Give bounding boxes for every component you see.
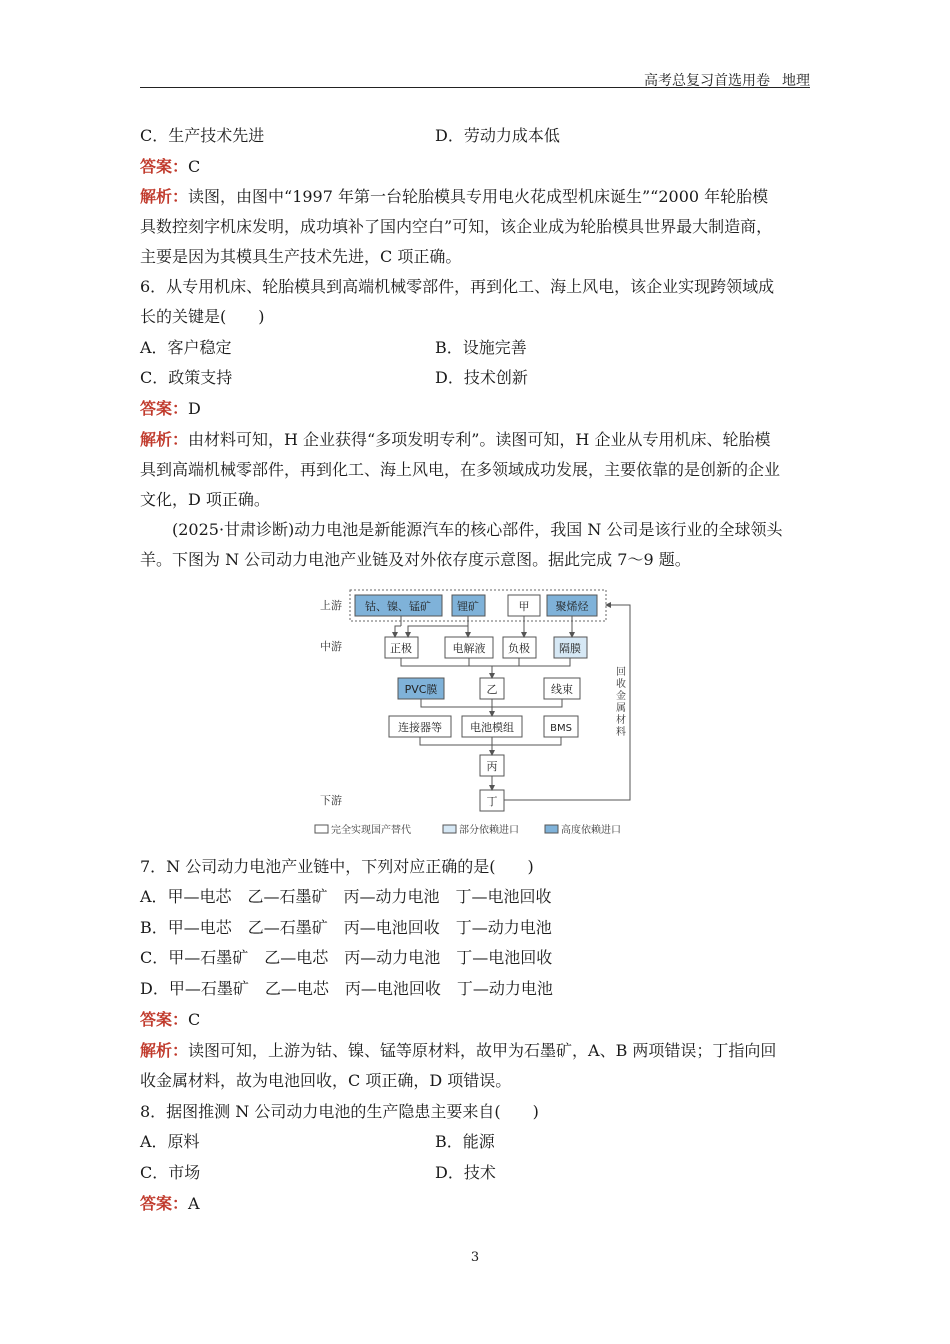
header-rule [140,87,810,88]
legend-swatch-partial [443,825,456,833]
q6-explanation-line: 具到高端机械零部件，再到化工、海上风电，在多领域成功发展，主要依靠的是创新的企业 [140,460,781,479]
label-anode: 负极 [508,642,530,655]
label-cobalt: 钴、镍、锰矿 [365,600,431,613]
q7-stem: 7．N 公司动力电池产业链中，下列对应正确的是( ) [140,857,534,876]
recycle-label [616,666,626,738]
q6-explanation-line: 文化，D 项正确。 [140,490,270,509]
recycle-char: 料 [616,727,626,738]
label-bing: 丙 [486,760,498,773]
header-book: 高考总复习首选用卷 [644,73,770,89]
recycle-char: 金 [616,691,626,702]
q7-option-a: A．甲—电芯 乙—石墨矿 丙—动力电池 丁—电池回收 [140,887,552,906]
stage-midstream: 中游 [320,640,342,653]
answer-label: 答案： [140,1010,189,1029]
q6-options-ab [140,338,810,358]
explanation-label: 解析： [140,187,189,206]
label-pvc: PVC膜 [404,683,438,696]
q5-explanation-line: 具数控刻字机床发明，成功填补了国内空白”可知，该企业成为轮胎模具世界最大制造商， [140,217,773,236]
label-connector: 连接器等 [398,721,442,734]
q6-answer [140,399,810,419]
q5-explanation-line: 主要是因为其模具生产技术先进，C 项正确。 [140,247,462,266]
legend-high: 高度依赖进口 [561,825,621,836]
explanation-label: 解析： [140,1041,189,1060]
explanation-text: 读图可知，上游为钴、镍、锰等原材料，故甲为石墨矿，A、B 两项错误；丁指向回 [188,1041,777,1060]
arrow-recycle-loop [504,605,630,800]
legend-partial: 部分依赖进口 [459,825,519,836]
q6-stem: 长的关键是( ) [140,307,265,326]
q6-option-c: C．政策支持 [140,368,233,387]
label-module: 电池模组 [470,721,514,734]
legend-swatch-high [545,825,558,833]
answer-value: C [188,157,201,176]
explanation-label: 解析： [140,430,189,449]
arrow-lithium-to-cathode [408,616,468,637]
answer-label: 答案： [140,399,189,418]
arrow-cobalt-to-cathode [395,616,401,637]
q8-stem: 8．据图推测 N 公司动力电池的生产隐患主要来自( ) [140,1102,539,1121]
label-yi: 乙 [486,683,498,696]
q7-option-c: C．甲—石墨矿 乙—电芯 丙—动力电池 丁—电池回收 [140,948,553,967]
stage-downstream: 下游 [320,794,342,807]
page-number: 3 [470,1250,480,1265]
answer-value: A [188,1194,200,1213]
q8-options-cd [140,1163,810,1183]
label-separator: 隔膜 [559,642,581,655]
q7-answer [140,1010,810,1030]
answer-value: C [188,1010,201,1029]
arrow-yi-to-module [421,699,562,716]
label-harness: 线束 [551,683,573,696]
q5-option-d: D．劳动力成本低 [435,126,560,145]
answer-value: D [188,399,201,418]
q7-option-b: B．甲—电芯 乙—石墨矿 丙—电池回收 丁—动力电池 [140,918,552,937]
header-subject: 地理 [782,73,810,89]
arrow-module-to-bing [420,737,561,755]
legend-full: 完全实现国产替代 [331,825,411,836]
intro-line: 羊。下图为 N 公司动力电池产业链及对外依存度示意图。据此完成 7～9 题。 [140,550,691,569]
label-bms: BMS [550,723,572,734]
legend [315,823,621,836]
recycle-char: 回 [616,667,626,678]
q6-explanation-line [140,430,810,450]
q6-stem: 6．从专用机床、轮胎模具到高端机械零部件，再到化工、海上风电，该企业实现跨领域成 [140,277,775,296]
recycle-char: 属 [616,703,626,714]
q8-option-c: C．市场 [140,1163,201,1182]
recycle-char: 收 [616,679,626,690]
answer-label: 答案： [140,157,189,176]
label-polyolefin: 聚烯烃 [555,600,589,613]
q5-option-c: C．生产技术先进 [140,126,265,145]
q7-explanation-line [140,1041,810,1061]
q8-option-a: A．原料 [140,1132,200,1151]
explanation-text: 由材料可知，H 企业获得“多项发明专利”。读图可知，H 企业从专用机床、轮胎模 [188,430,771,449]
recycle-char: 材 [616,715,626,726]
label-cathode: 正极 [390,642,412,655]
battery-industry-chain-diagram [310,585,650,845]
label-jia: 甲 [518,600,530,613]
arrow-materials-to-yi [401,658,570,678]
q8-option-d: D．技术 [435,1163,496,1182]
q6-option-a: A．客户稳定 [140,338,232,357]
q5-explanation-line [140,187,810,207]
answer-label: 答案： [140,1194,189,1213]
q6-option-b: B．设施完善 [435,338,527,357]
q7-explanation-line: 收金属材料，故为电池回收，C 项正确，D 项错误。 [140,1071,512,1090]
intro-line: (2025·甘肃诊断)动力电池是新能源汽车的核心部件，我国 N 公司是该行业的全球领头 [172,520,783,539]
label-ding: 丁 [486,795,498,808]
explanation-text: 读图，由图中“1997 年第一台轮胎模具专用电火花成型机床诞生”“2000 年轮胎模 [188,187,769,206]
q6-options-cd [140,368,810,388]
q6-option-d: D．技术创新 [435,368,528,387]
q8-options-ab [140,1132,810,1152]
q8-option-b: B．能源 [435,1132,495,1151]
label-electrolyte: 电解液 [452,642,486,655]
stage-upstream: 上游 [320,599,342,612]
q5-answer [140,157,810,177]
q7-option-d: D．甲—石墨矿 乙—电芯 丙—电池回收 丁—动力电池 [140,979,553,998]
legend-swatch-full [315,825,328,833]
q8-answer [140,1194,810,1214]
q5-options-cd [140,126,810,146]
label-lithium: 锂矿 [457,600,479,613]
